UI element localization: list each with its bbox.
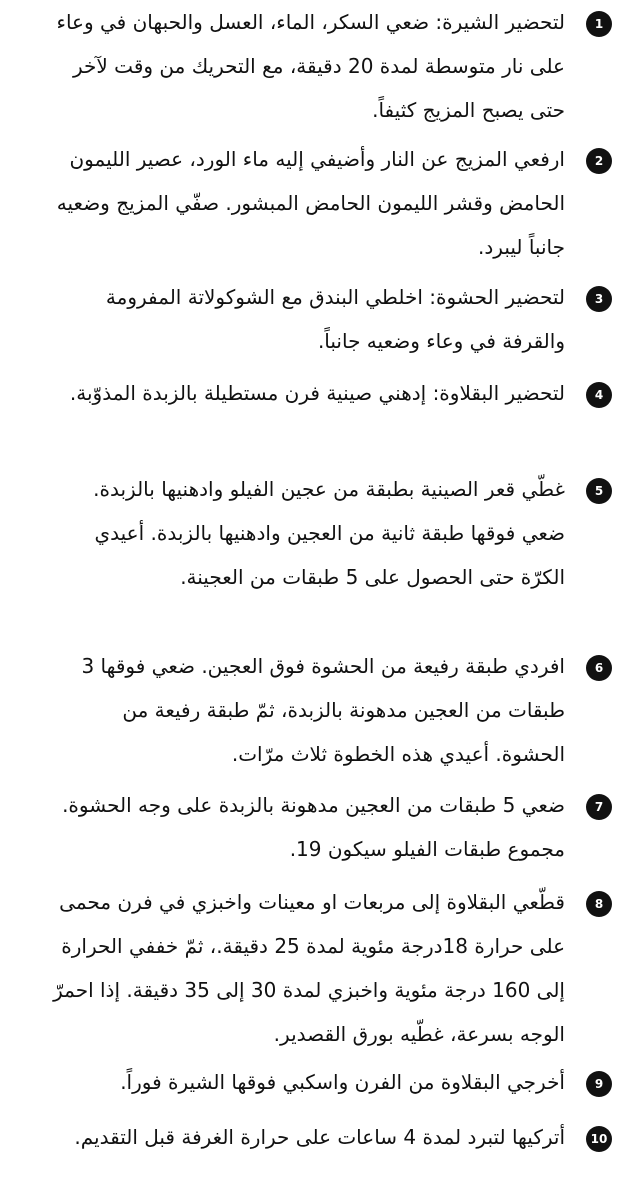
step-number-badge: 6 [586, 655, 612, 681]
step-number-badge: 2 [586, 148, 612, 174]
step-number-badge: 7 [586, 794, 612, 820]
step-text: افردي طبقة رفيعة من الحشوة فوق العجين. ضعي فوقها 3 طبقات من العجين مدهونة بالزبدة، ثمّ طبقة رفيعة من الحشوة. أعيدي هذه الخطوة ثلاث مرّات. [81, 654, 565, 766]
step-number-badge: 3 [586, 286, 612, 312]
step-text: لتحضير الحشوة: اخلطي البندق مع الشوكولاتة المفرومة والقرفة في وعاء وضعيه جانباً. [105, 285, 565, 353]
step-text: لتحضير البقلاوة: إدهني صينية فرن مستطيلة بالزبدة المذوّبة. [69, 381, 565, 405]
step-text: قطّعي البقلاوة إلى مربعات او معينات واخبزي في فرن محمى على حرارة 18درجة مئوية لمدة 25 دقيقة.، ثمّ خففي الحرارة إلى 160 درجة مئوية واخبزي لمدة 30 إلى 35 دقيقة. إذا احمرّ الوجه بسرعة، غطّيه بورق القصدير. [53, 890, 565, 1046]
step-text: ضعي 5 طبقات من العجين مدهونة بالزبدة على وجه الحشوة. مجموع طبقات الفيلو سيكون 19. [62, 793, 565, 861]
step-text: لتحضير الشيرة: ضعي السكر، الماء، العسل والحبهان في وعاء على نار متوسطة لمدة 20 دقيقة، مع التحريك من وقت لآخر حتى يصبح المزيج كثيفاً. [56, 10, 565, 122]
step-text: أتركيها لتبرد لمدة 4 ساعات على حرارة الغرفة قبل التقديم. [74, 1125, 565, 1149]
step-number-badge: 8 [586, 891, 612, 917]
step-text: ارفعي المزيج عن النار وأضيفي إليه ماء الورد، عصير الليمون الحامض وقشر الليمون الحامض المبشور. صفّي المزيج وضعيه جانباً ليبرد. [56, 147, 565, 259]
step-number-badge: 9 [586, 1071, 612, 1097]
step-number-badge: 5 [586, 478, 612, 504]
step-text: أخرجي البقلاوة من الفرن واسكبي فوقها الشيرة فوراً. [120, 1070, 565, 1094]
step-number-badge: 4 [586, 382, 612, 408]
step-number-badge: 1 [586, 11, 612, 37]
step-text: غطّي قعر الصينية بطبقة من عجين الفيلو وادهنيها بالزبدة. ضعي فوقها طبقة ثانية من العجين وادهنيها بالزبدة. أعيدي الكرّة حتى الحصول على 5 طبقات من العجينة. [93, 477, 565, 589]
step-number-badge: 10 [586, 1126, 612, 1152]
